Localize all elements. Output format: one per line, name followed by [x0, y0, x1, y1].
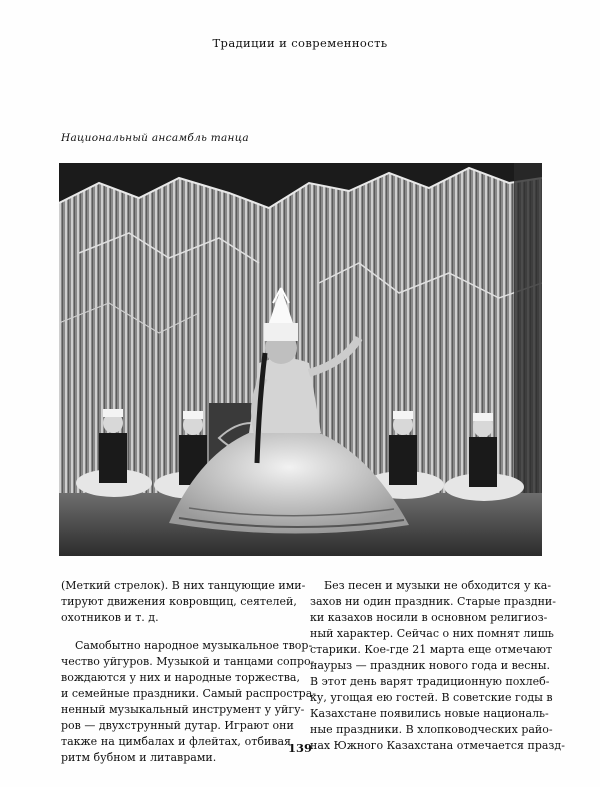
text-line: Самобытно народное музыкальное твор-	[75, 639, 313, 652]
text-line: вождаются у них и народные торжества,	[61, 671, 300, 684]
text-line: ный характер. Сейчас о них помнят лишь	[310, 627, 554, 640]
running-title: Традиции и современность	[212, 36, 388, 50]
figure-caption: Национальный ансамбль танца	[61, 132, 249, 144]
text-line: ненный музыкальный инструмент у уйгу-	[61, 703, 305, 716]
text-line: ки казахов носили в основном религиоз-	[310, 611, 548, 624]
text-line: охотников и т. д.	[61, 611, 159, 624]
text-line: ров — двухструнный дутар. Играют они	[61, 719, 294, 732]
text-line: ку, угощая ею гостей. В советские годы в	[310, 691, 553, 704]
text-line: (Меткий стрелок). В них танцующие ими-	[61, 579, 306, 592]
text-line: и семейные праздники. Самый распростра-	[61, 687, 316, 700]
text-line: захов ни один праздник. Старые праздни-	[310, 595, 556, 608]
text-line: ные праздники. В хлопководческих райо-	[310, 723, 553, 736]
text-line: Без песен и музыки не обходится у ка-	[324, 579, 552, 592]
text-line: чество уйгуров. Музыкой и танцами сопро-	[61, 655, 315, 668]
text-line: Казахстане появились новые националь-	[310, 707, 549, 720]
text-line: также на цимбалах и флейтах, отбивая	[61, 735, 291, 748]
text-line: наурыз — праздник нового года и весны.	[310, 659, 551, 672]
text-line: ритм бубном и литаврами.	[61, 751, 217, 764]
dance-ensemble-photo	[59, 163, 542, 556]
right-text-column	[310, 578, 565, 754]
text-line: В этот день варят традиционную похлеб-	[310, 675, 550, 688]
text-line: тируют движения ковровщиц, сеятелей,	[61, 595, 297, 608]
page-number: 139	[287, 741, 312, 755]
text-line: старики. Кое-где 21 марта еще отмечают	[310, 643, 553, 656]
text-line: нах Южного Казахстана отмечается празд-	[310, 739, 565, 752]
